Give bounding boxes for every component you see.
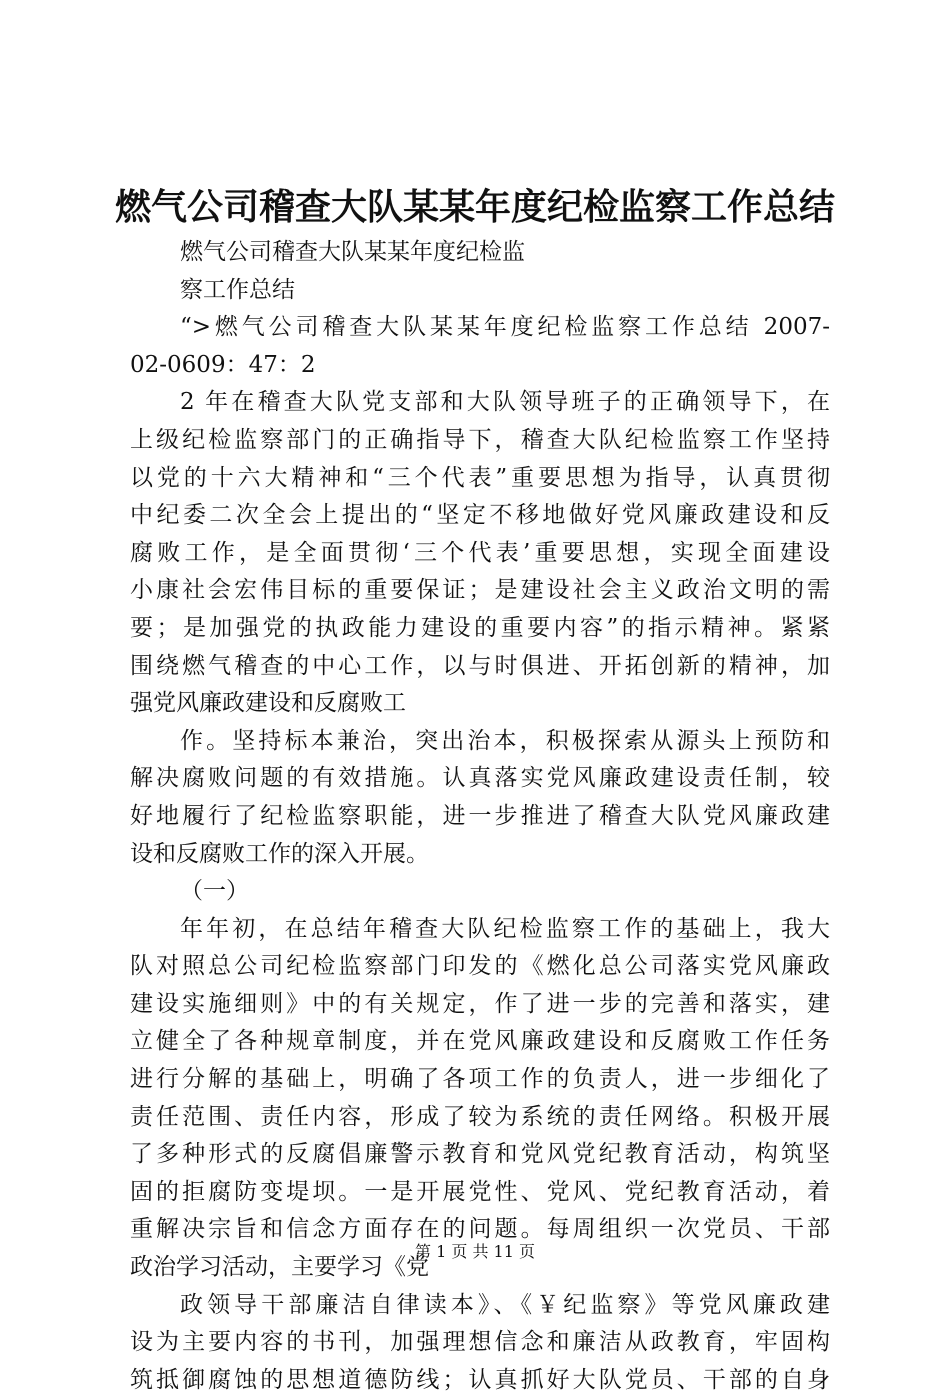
text-line: 设和反腐败工作的深入开展。 — [130, 840, 429, 867]
text-line: 筑抵御腐蚀的思想道德防线；认真抓好大队党员、干部的自身 — [130, 1366, 830, 1393]
document-title: 燃气公司稽查大队某某年度纪检监察工作总结 — [114, 187, 835, 228]
text-line: 队对照总公司纪检监察部门印发的《燃化总公司落实党风廉政 — [130, 953, 830, 980]
text-line: 进行分解的基础上，明确了各项工作的负责人，进一步细化了 — [130, 1066, 830, 1093]
text-line: 解决腐败问题的有效措施。认真落实党风廉政建设责任制，较 — [130, 765, 830, 792]
text-line: 02-0609：47：2 — [130, 351, 316, 378]
text-line: “>燃气公司稽查大队某某年度纪检监察工作总结 2007- — [180, 314, 830, 341]
text-line: 政领导干部廉洁自律读本》、《￥纪监察》等党风廉政建 — [180, 1291, 830, 1318]
text-line: 围绕燃气稽查的中心工作，以与时俱进、开拓创新的精神，加 — [130, 652, 830, 679]
text-line: 上级纪检监察部门的正确指导下，稽查大队纪检监察工作坚持 — [130, 426, 830, 453]
text-line: （一） — [180, 878, 249, 905]
text-line: 立健全了各种规章制度，并在党风廉政建设和反腐败工作任务 — [130, 1028, 830, 1055]
text-line: 责任范围、责任内容，形成了较为系统的责任网络。积极开展 — [130, 1103, 830, 1130]
text-line: 重解决宗旨和信念方面存在的问题。每周组织一次党员、干部 — [130, 1216, 830, 1243]
text-line: 建设实施细则》中的有关规定，作了进一步的完善和落实，建 — [130, 990, 830, 1017]
text-line: 察工作总结 — [180, 276, 295, 303]
text-line: 了多种形式的反腐倡廉警示教育和党风党纪教育活动，构筑坚 — [130, 1141, 830, 1168]
text-line: 燃气公司稽查大队某某年度纪检监 — [180, 239, 525, 265]
page-footer: 第 1 页 共 11 页 — [415, 1242, 535, 1261]
text-line: 作。坚持标本兼治，突出治本，积极探索从源头上预防和 — [180, 727, 830, 754]
text-line: 腐败工作，是全面贯彻‘三个代表’重要思想，实现全面建设 — [130, 539, 830, 566]
text-line: 要；是加强党的执政能力建设的重要内容”的指示精神。紧紧 — [130, 614, 830, 641]
text-line: 政治学习活动，主要学习《党 — [130, 1254, 429, 1281]
text-line: 小康社会宏伟目标的重要保证；是建设社会主义政治文明的需 — [130, 577, 830, 604]
text-line: 固的拒腐防变堤坝。一是开展党性、党风、党纪教育活动，着 — [130, 1178, 830, 1205]
document-body — [130, 234, 830, 1399]
text-line: 年年初，在总结年稽查大队纪检监察工作的基础上，我大 — [180, 915, 830, 942]
text-line: 2 年在稽查大队党支部和大队领导班子的正确领导下，在 — [180, 389, 830, 416]
text-line: 强党风廉政建设和反腐败工 — [130, 690, 406, 717]
text-line: 以党的十六大精神和“三个代表”重要思想为指导，认真贯彻 — [130, 464, 830, 491]
text-line: 好地履行了纪检监察职能，进一步推进了稽查大队党风廉政建 — [130, 802, 830, 829]
text-line: 设为主要内容的书刊，加强理想信念和廉洁从政教育，牢固构 — [130, 1329, 830, 1356]
text-line: 中纪委二次全会上提出的“坚定不移地做好党风廉政建设和反 — [130, 502, 830, 529]
